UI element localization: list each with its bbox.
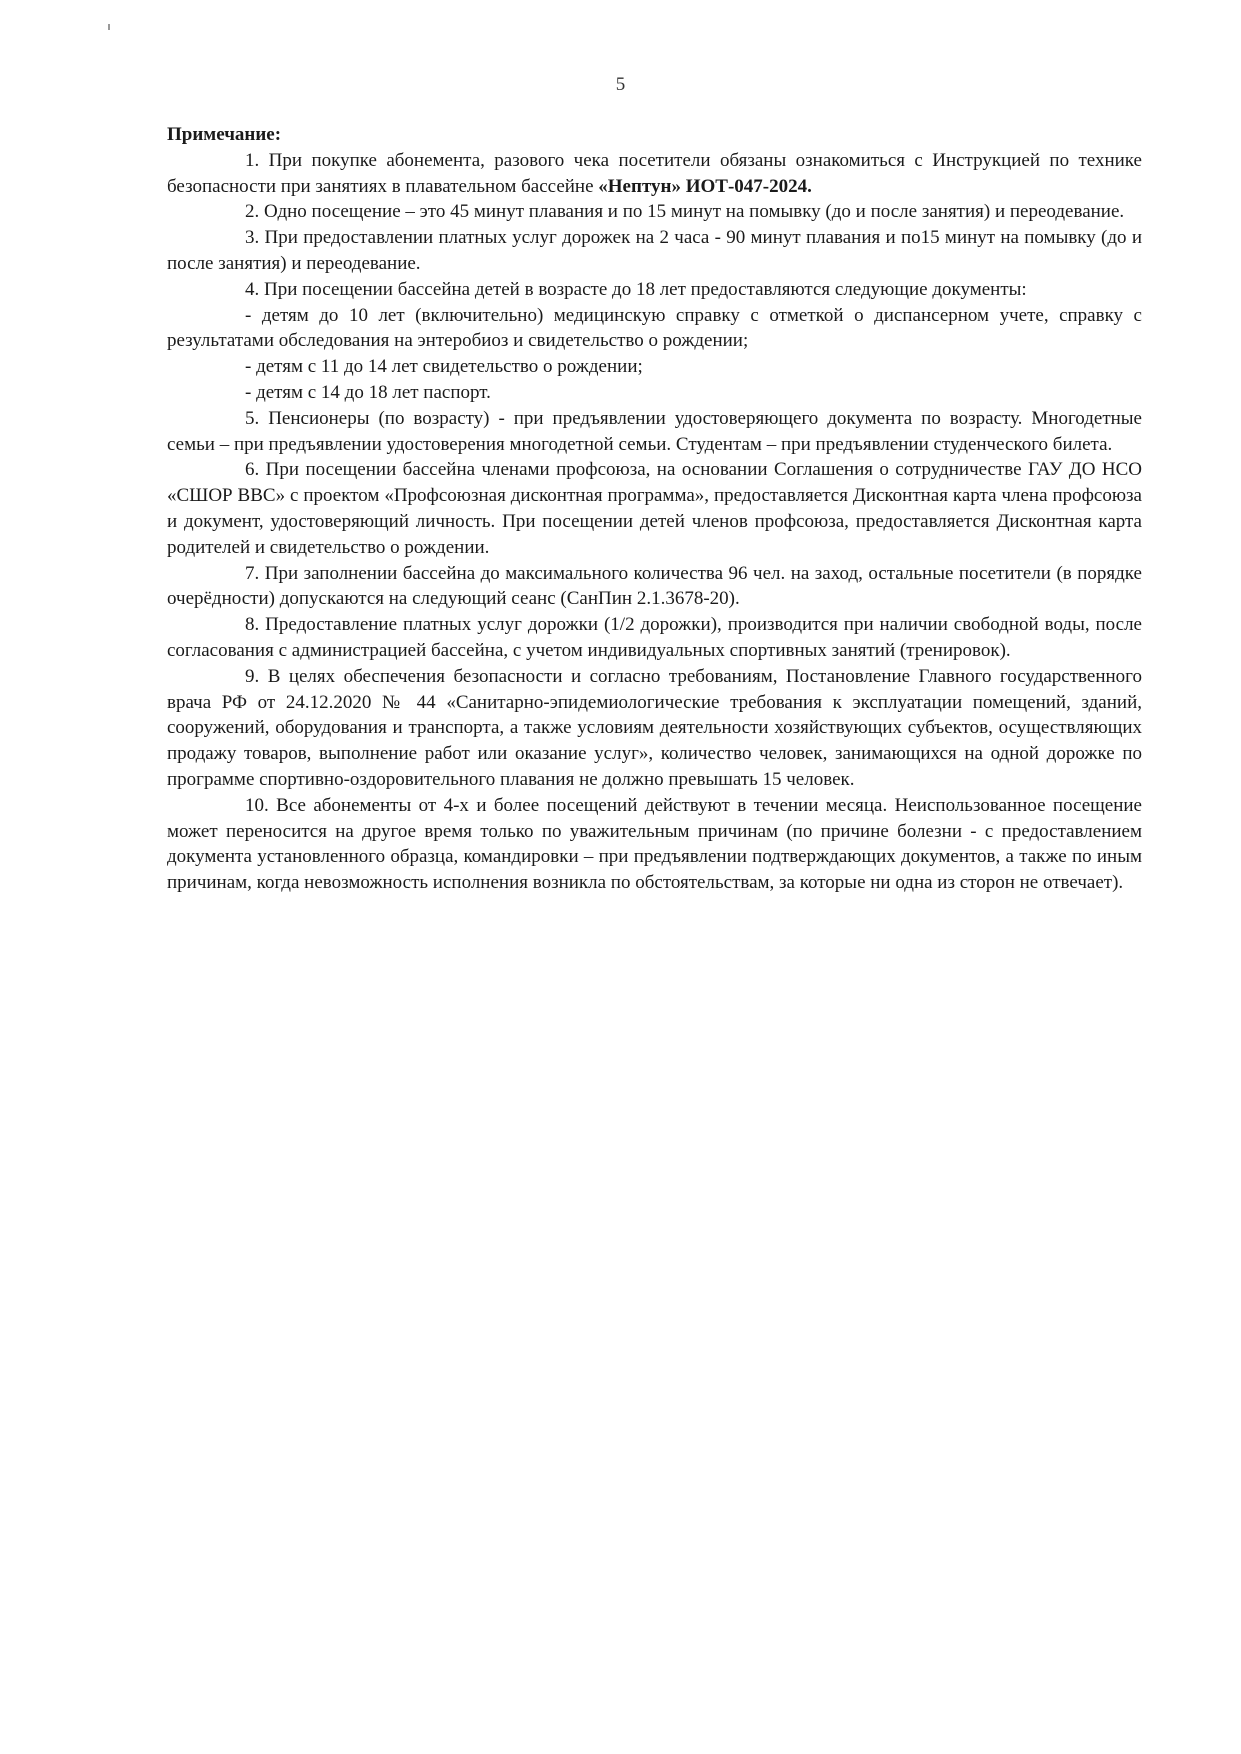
note-subitem-2: - детям с 11 до 14 лет свидетельство о рождении; bbox=[245, 356, 643, 378]
scan-artifact bbox=[108, 24, 110, 30]
note-item-3: 3. При предоставлении платных услуг дорожек на 2 часа - 90 минут плавания и по15 минут на помывку (до и после занятия) и переодевание. bbox=[167, 227, 1142, 274]
note-item-9: 9. В целях обеспечения безопасности и согласно требованиям, Постановление Главного государственного врача РФ от 24.12.2020 № 44 «Санитарно-эпидемиологические требования к эксплуатации помещений, зданий, сооружений, оборудования и транспорта, а также условиям деятельности хозяйствующих субъектов, осуществляющих продажу товаров, выполнение работ или оказание услуг», количество человек, занимающихся на одной дорожке по программе спортивно-оздоровительного плавания не должно превышать 15 человек. bbox=[167, 665, 1142, 790]
note-item-8: 8. Предоставление платных услуг дорожки (1/2 дорожки), производится при наличии свободной воды, после согласования с администрацией бассейна, с учетом индивидуальных спортивных занятий (тренировок). bbox=[167, 614, 1142, 661]
note-item-6: 6. При посещении бассейна членами профсоюза, на основании Соглашения о сотрудничестве ГАУ ДО НСО «СШОР ВВС» с проектом «Профсоюзная дисконтная программа», предоставляется Дисконтная карта члена профсоюза и документ, удостоверяющий личность. При посещении детей членов профсоюза, предоставляется Дисконтная карта родителей и свидетельство о рождении. bbox=[167, 459, 1142, 558]
note-item-1-text: 1. При покупке абонемента, разового чека посетители обязаны ознакомиться с Инструкцией по технике безопасности при занятиях в плавательном бассейне bbox=[167, 149, 1142, 197]
note-item-5: 5. Пенсионеры (по возрасту) - при предъявлении удостоверяющего документа по возрасту. Многодетные семьи – при предъявлении удостоверения многодетной семьи. Студентам – при предъявлении студенческого билета. bbox=[167, 407, 1142, 455]
note-item-1 bbox=[167, 148, 1142, 200]
note-subitem-3: - детям с 14 до 18 лет паспорт. bbox=[245, 381, 491, 403]
note-item-10: 10. Все абонементы от 4-х и более посещений действуют в течении месяца. Неиспользованное посещение может переносится на другое время только по уважительным причинам (по причине болезни - с предоставлением документа установленного образца, командировки – при предъявлении подтверждающих документов, а также по иным причинам, когда невозможность исполнения возникла по обстоятельствам, за которые ни одна из сторон не отвечает). bbox=[167, 794, 1142, 894]
note-item-2: 2. Одно посещение – это 45 минут плавания и по 15 минут на помывку (до и после занятия) и переодевание. bbox=[245, 201, 1125, 223]
note-item-1-bold: «Нептун» ИОТ-047-2024. bbox=[598, 175, 812, 197]
note-item-4: 4. При посещении бассейна детей в возрасте до 18 лет предоставляются следующие документы: bbox=[245, 278, 1027, 300]
note-subitem-1: - детям до 10 лет (включительно) медицинскую справку с отметкой о диспансерном учете, справку с результатами обследования на энтеробиоз и свидетельство о рождении; bbox=[167, 304, 1142, 352]
page-number: 5 bbox=[615, 74, 626, 95]
note-item-7: 7. При заполнении бассейна до максимального количества 96 чел. на заход, остальные посетители (в порядке очерёдности) допускаются на следующий сеанс (СанПин 2.1.3678-20). bbox=[167, 562, 1142, 610]
notes-heading: Примечание: bbox=[167, 124, 282, 145]
notes-section bbox=[167, 122, 1142, 896]
